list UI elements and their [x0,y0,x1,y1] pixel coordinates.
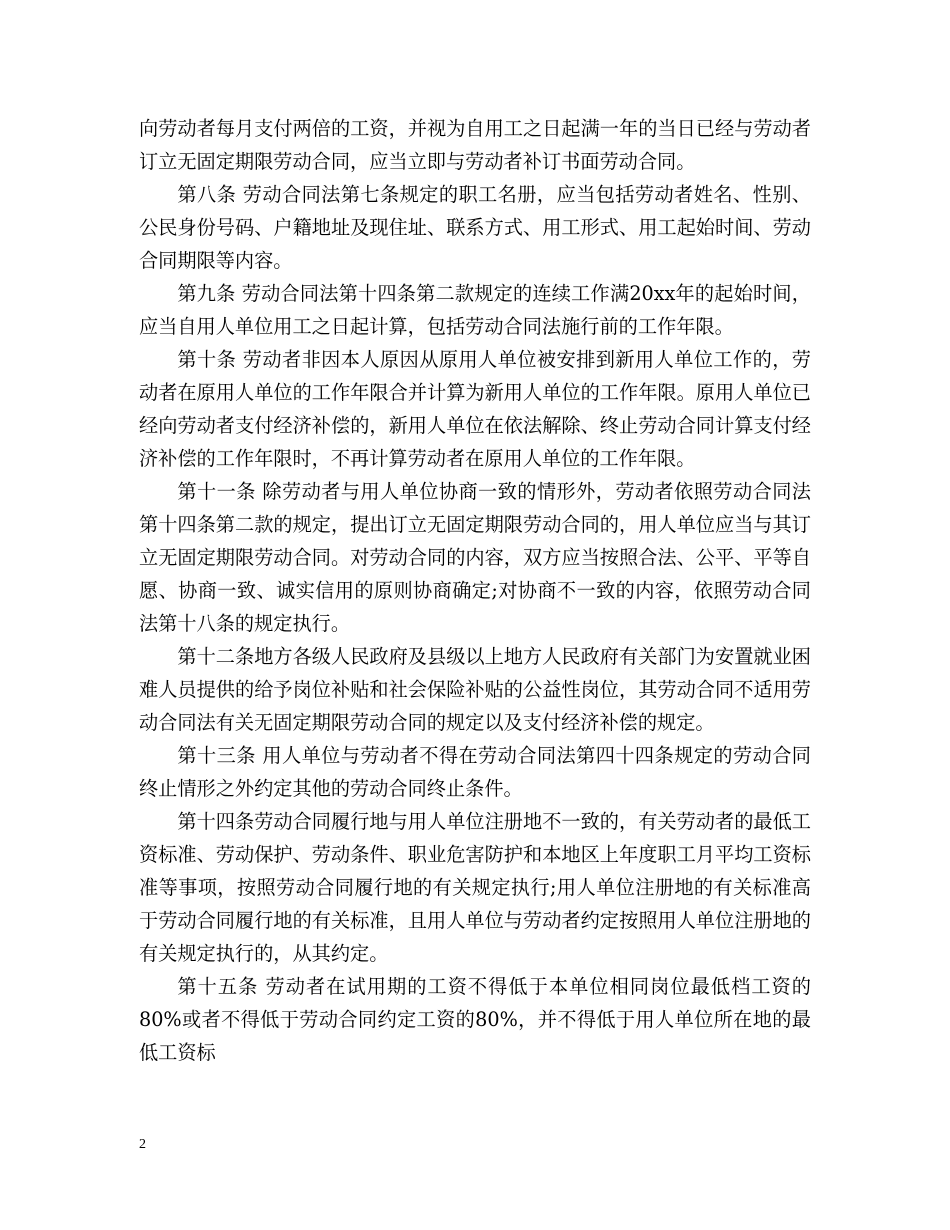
paragraph-article-10: 第十条 劳动者非因本人原因从原用人单位被安排到新用人单位工作的，劳动者在原用人单位的工作年限合并计算为新用人单位的工作年限。原用人单位已经向劳动者支付经济补偿的，新用人单位在依法解除、终止劳动合同计算支付经济补偿的工作年限时，不再计算劳动者在原用人单位的工作年限。 [139,348,811,470]
paragraph-continuation: 向劳动者每月支付两倍的工资，并视为自用工之日起满一年的当日已经与劳动者订立无固定期限劳动合同，应当立即与劳动者补订书面劳动合同。 [139,117,811,173]
paragraph-article-15: 第十五条 劳动者在试用期的工资不得低于本单位相同岗位最低档工资的80%或者不得低于劳动合同约定工资的80%，并不得低于用人单位所在地的最低工资标 [139,975,811,1064]
page-number: 2 [139,1137,146,1152]
paragraph-article-12: 第十二条地方各级人民政府及县级以上地方人民政府有关部门为安置就业困难人员提供的给予岗位补贴和社会保险补贴的公益性岗位，其劳动合同不适用劳动合同法有关无固定期限劳动合同的规定以及支付经济补偿的规定。 [139,645,811,734]
paragraph-article-14: 第十四条劳动合同履行地与用人单位注册地不一致的，有关劳动者的最低工资标准、劳动保护、劳动条件、职业危害防护和本地区上年度职工月平均工资标准等事项，按照劳动合同履行地的有关规定执行;用人单位注册地的有关标准高于劳动合同履行地的有关标准，且用人单位与劳动者约定按照用人单位注册地的有关规定执行的，从其约定。 [139,810,811,965]
paragraph-article-11: 第十一条 除劳动者与用人单位协商一致的情形外，劳动者依照劳动合同法第十四条第二款的规定，提出订立无固定期限劳动合同的，用人单位应当与其订立无固定期限劳动合同。对劳动合同的内容，双方应当按照合法、公平、平等自愿、协商一致、诚实信用的原则协商确定;对协商不一致的内容，依照劳动合同法第十八条的规定执行。 [139,480,811,635]
paragraph-article-9: 第九条 劳动合同法第十四条第二款规定的连续工作满20xx年的起始时间，应当自用人单位用工之日起计算，包括劳动合同法施行前的工作年限。 [139,282,811,338]
paragraph-article-8: 第八条 劳动合同法第七条规定的职工名册，应当包括劳动者姓名、性别、公民身份号码、户籍地址及现住址、联系方式、用工形式、用工起始时间、劳动合同期限等内容。 [139,183,811,272]
paragraph-article-13: 第十三条 用人单位与劳动者不得在劳动合同法第四十四条规定的劳动合同终止情形之外约定其他的劳动合同终止条件。 [139,744,811,800]
document-body [139,112,811,1069]
